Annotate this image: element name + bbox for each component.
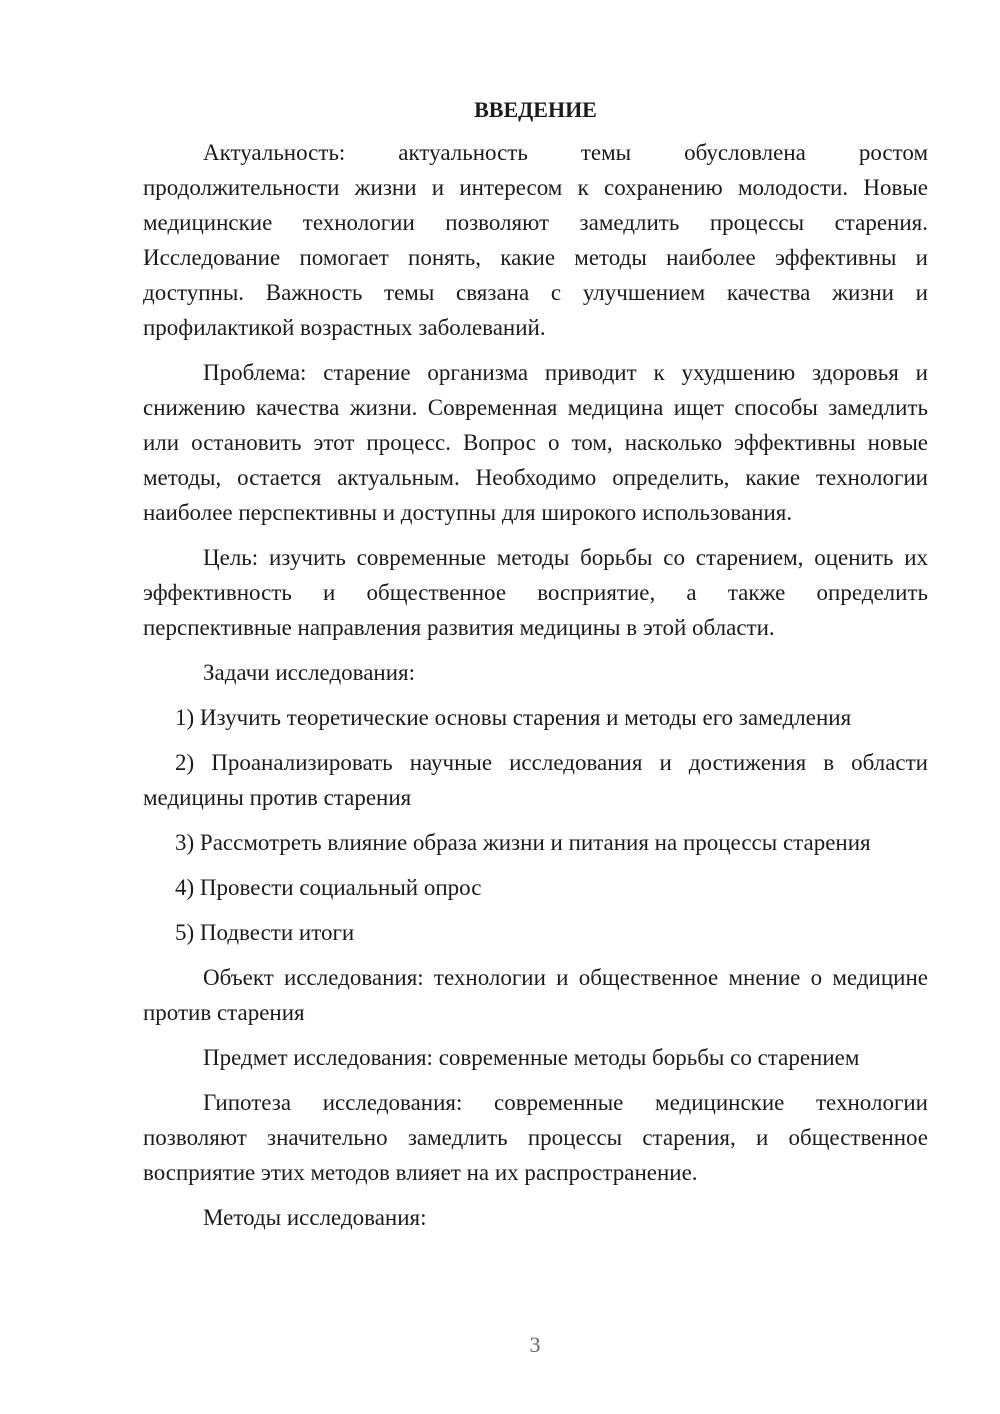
task-item: 3) Рассмотреть влияние образа жизни и питания на процессы старения	[175, 830, 871, 855]
task-item: 1) Изучить теоретические основы старения и методы его замедления	[175, 705, 852, 730]
paragraph-hypothesis: Гипотеза исследования: современные медицинские технологии позволяют значительно замедлить процессы старения, и общественное восприятие этих методов влияет на их распространение.	[143, 1090, 928, 1185]
paragraph-tasks-intro: Задачи исследования:	[203, 660, 416, 685]
page-number: 3	[529, 1332, 541, 1357]
paragraph-problem: Проблема: старение организма приводит к ухудшению здоровья и снижению качества жизни. Современная медицина ищет способы замедлить или остановить этот процесс. Вопрос о том, насколько эффективны новые методы, остается актуальным. Необходимо определить, какие технологии наиболее перспективны и доступны для широкого использования.	[143, 360, 928, 525]
paragraph-goal: Цель: изучить современные методы борьбы со старением, оценить их эффективность и общественное восприятие, а также определить перспективные направления развития медицины в этой области.	[143, 545, 928, 640]
document-body	[143, 95, 928, 1245]
paragraph-object: Объект исследования: технологии и общественное мнение о медицине против старения	[143, 965, 928, 1025]
paragraph-subject: Предмет исследования: современные методы борьбы со старением	[203, 1045, 860, 1070]
task-item: 4) Провести социальный опрос	[175, 875, 482, 900]
paragraph-relevance: Актуальность: актуальность темы обусловлена ростом продолжительности жизни и интересом к сохранению молодости. Новые медицинские технологии позволяют замедлить процессы старения. Исследование помогает понять, какие методы наиболее эффективны и доступны. Важность темы связана с улучшением качества жизни и профилактикой возрастных заболеваний.	[143, 140, 928, 340]
paragraph-methods-intro: Методы исследования:	[203, 1205, 427, 1230]
task-item: 5) Подвести итоги	[175, 920, 355, 945]
section-heading: ВВЕДЕНИЕ	[474, 97, 597, 122]
tasks-list	[143, 700, 928, 950]
task-item: 2) Проанализировать научные исследования и достижения в области медицины против старения	[143, 750, 928, 810]
